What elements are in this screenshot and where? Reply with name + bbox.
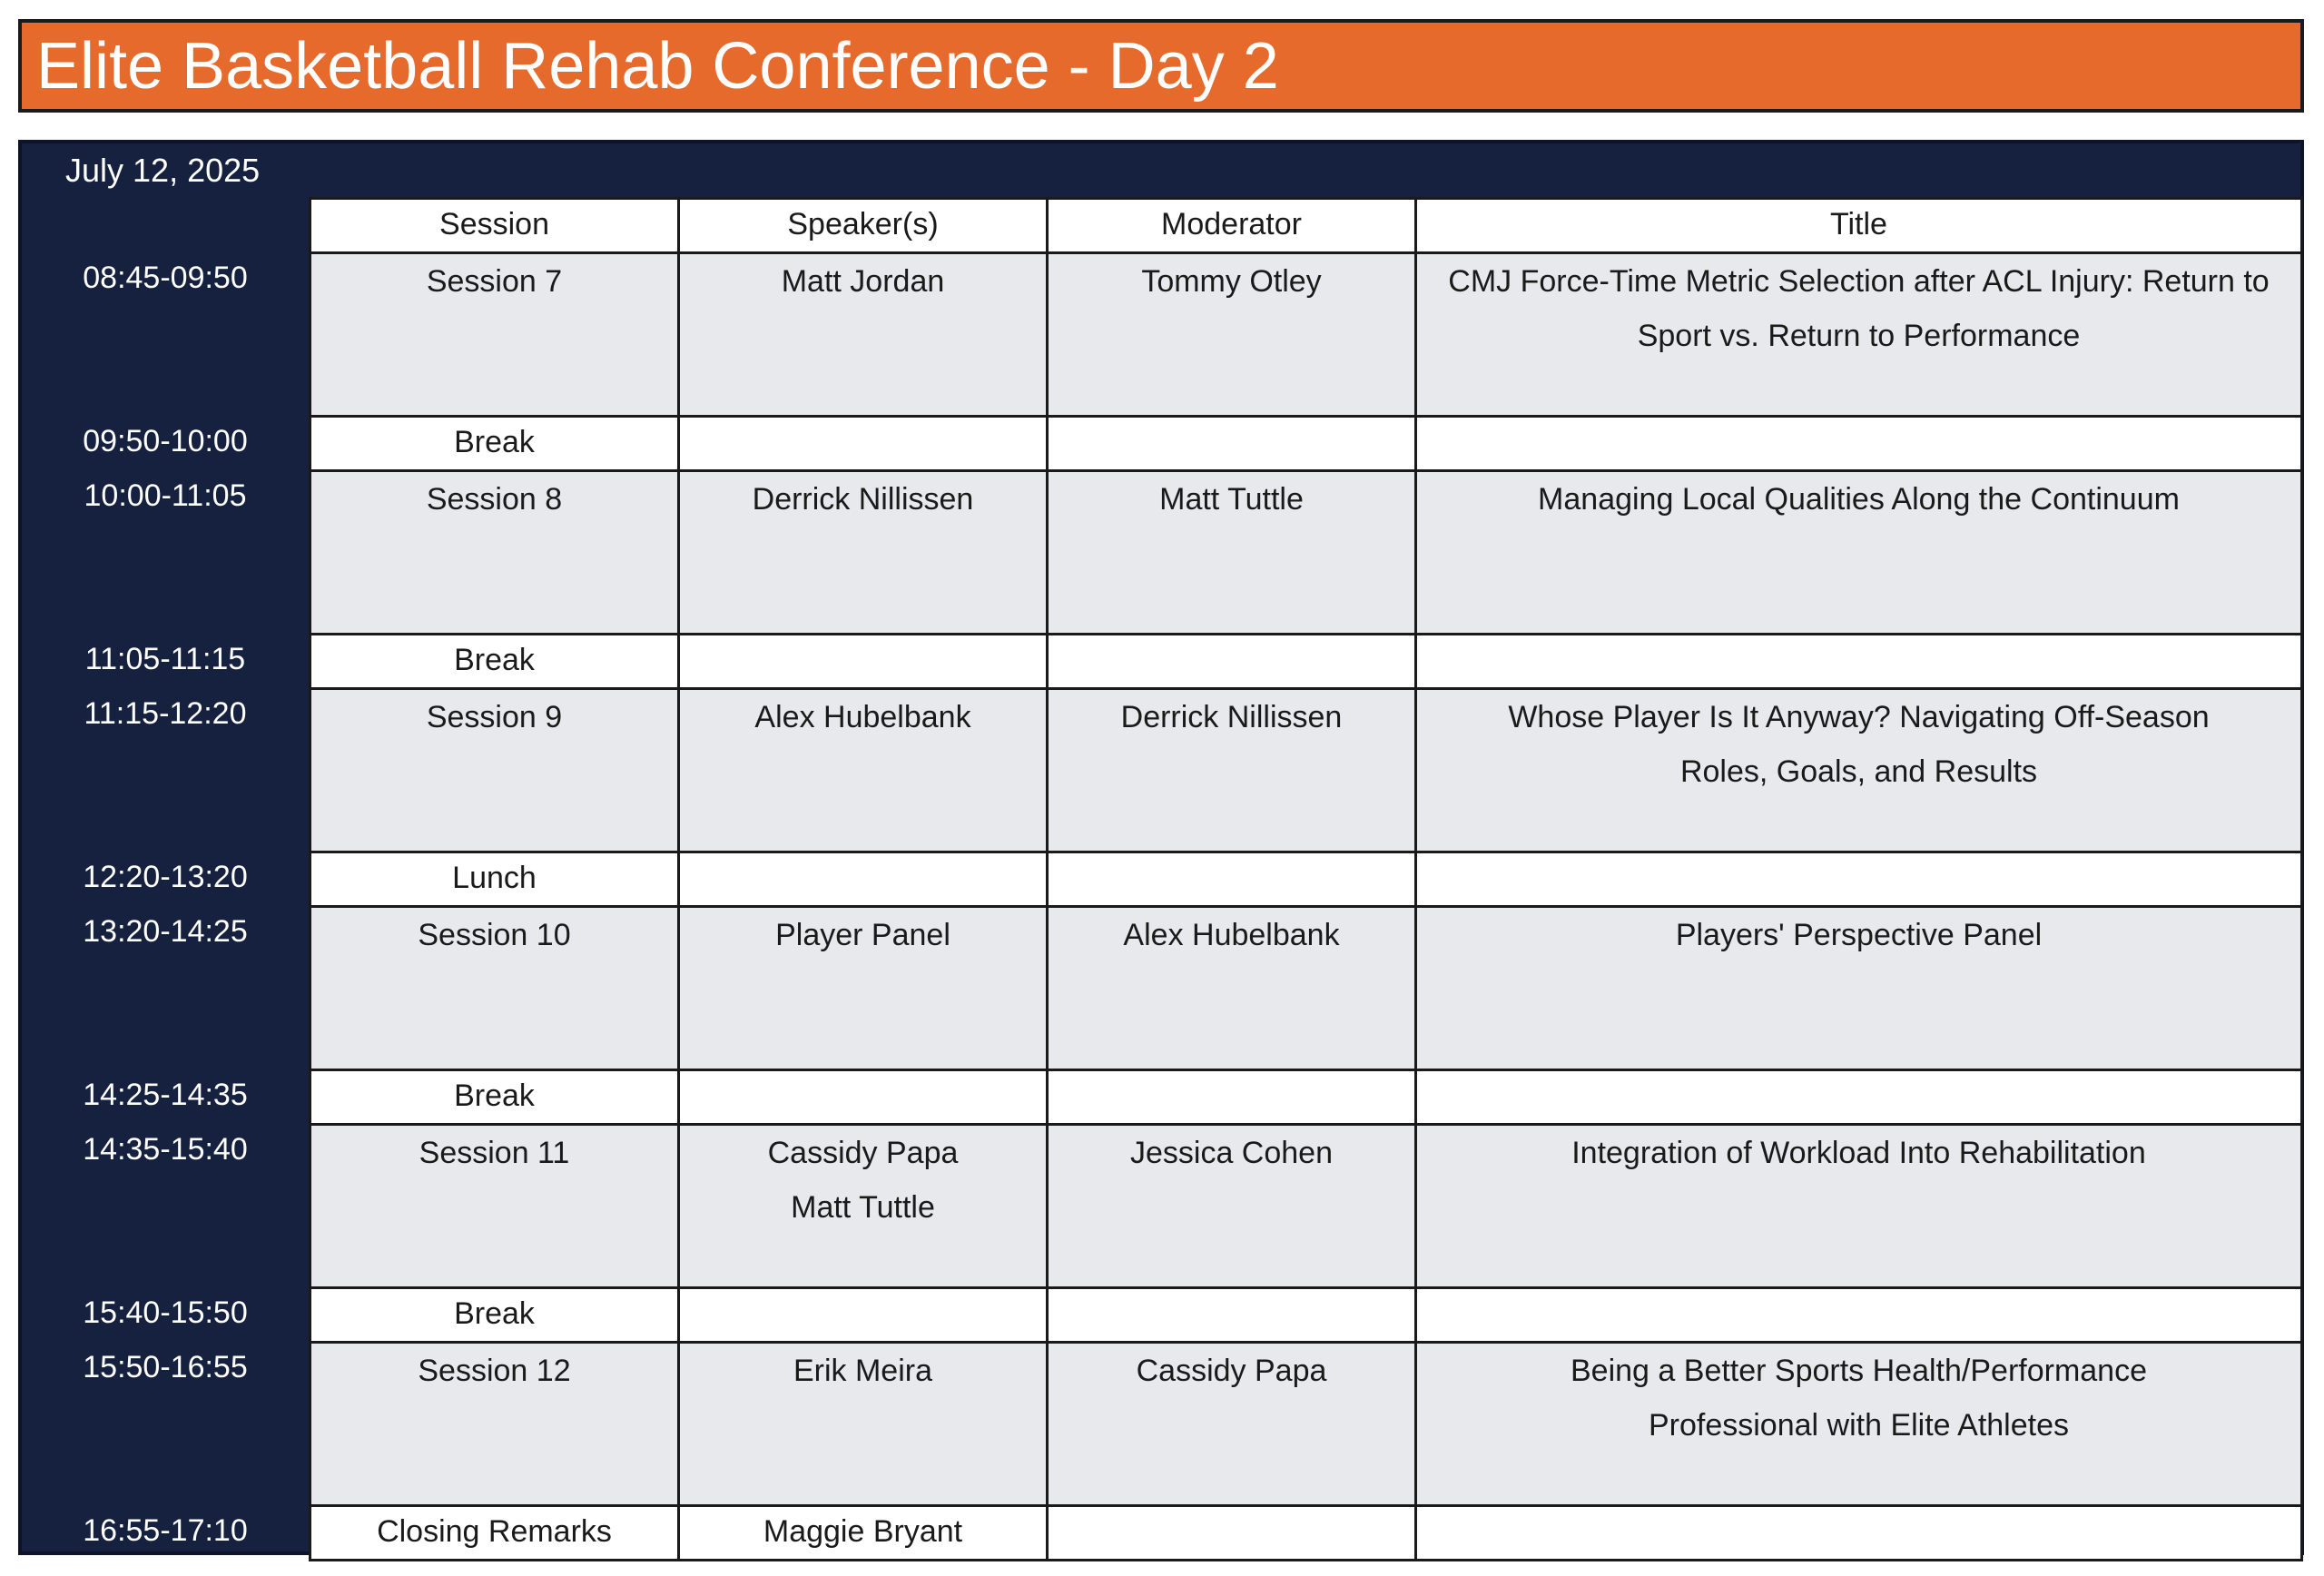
table-row [310,1343,2302,1506]
table-row [310,907,2302,1070]
title-cell [1416,471,2302,635]
session-cell: Break [310,635,679,689]
moderator-cell [1048,417,1416,471]
time-slot: 14:25-14:35 [83,1078,248,1112]
title-cell [1416,689,2302,852]
speakers-cell [679,907,1048,1070]
speakers-cell [679,635,1048,689]
title-line: Players' Perspective Panel [1675,918,2043,952]
title-line: Integration of Workload Into Rehabilitation [1571,1136,2146,1170]
session-cell: Session 7 [310,253,679,417]
time-slot: 08:45-09:50 [83,261,248,295]
session-cell: Break [310,1288,679,1343]
title-line: CMJ Force-Time Metric Selection after ACL Injury: Return to [1448,264,2270,299]
session-cell: Lunch [310,852,679,907]
table-row [310,852,2302,907]
schedule-panel [18,140,2304,1555]
speakers-cell [679,253,1048,417]
table-row [310,253,2302,417]
title-cell [1416,1125,2302,1288]
table-row [310,1506,2302,1561]
time-slot: 12:20-13:20 [83,860,248,894]
title-cell [1416,253,2302,417]
speaker-name: Alex Hubelbank [754,700,971,734]
speakers-cell [679,1343,1048,1506]
time-slot: 15:40-15:50 [83,1295,248,1330]
title-line: Professional with Elite Athletes [1648,1408,2070,1443]
title-cell [1416,417,2302,471]
speakers-cell [679,1288,1048,1343]
title-cell [1416,1343,2302,1506]
speakers-cell [679,471,1048,635]
time-slot: 16:55-17:10 [83,1513,248,1548]
title-line: Being a Better Sports Health/Performance [1571,1354,2147,1388]
speakers-cell [679,1070,1048,1125]
session-cell: Session 10 [310,907,679,1070]
time-slot: 11:15-12:20 [84,696,247,731]
table-row [310,417,2302,471]
column-header-moderator: Moderator [1048,199,1416,253]
schedule-date: July 12, 2025 [65,152,261,189]
speaker-name: Matt Tuttle [791,1190,935,1225]
time-slot: 10:00-11:05 [84,478,247,513]
speaker-name: Derrick Nillissen [752,482,974,517]
table-row [310,689,2302,852]
title-cell [1416,852,2302,907]
speaker-name: Erik Meira [793,1354,933,1388]
time-slot: 14:35-15:40 [83,1132,248,1167]
time-slot: 15:50-16:55 [83,1350,248,1384]
table-row [310,471,2302,635]
moderator-cell [1048,852,1416,907]
table-row [310,635,2302,689]
schedule-table [309,197,2303,1561]
table-row [310,1070,2302,1125]
title-cell [1416,907,2302,1070]
session-cell: Session 8 [310,471,679,635]
speaker-name: Cassidy Papa [767,1136,959,1170]
moderator-cell: Matt Tuttle [1048,471,1416,635]
speakers-cell [679,852,1048,907]
table-header-row [310,199,2302,253]
title-line: Whose Player Is It Anyway? Navigating Off-Season [1508,700,2210,734]
time-slot: 09:50-10:00 [83,424,248,458]
table-row [310,1125,2302,1288]
column-header-session: Session [310,199,679,253]
moderator-cell [1048,1070,1416,1125]
title-line: Sport vs. Return to Performance [1637,319,2081,353]
speaker-name: Maggie Bryant [763,1514,963,1549]
title-cell [1416,1070,2302,1125]
moderator-cell [1048,635,1416,689]
time-slot: 11:05-11:15 [84,642,246,676]
table-row [310,1288,2302,1343]
moderator-cell: Tommy Otley [1048,253,1416,417]
session-cell: Break [310,1070,679,1125]
column-header-title: Title [1416,199,2302,253]
speaker-name: Player Panel [775,918,950,952]
title-line: Roles, Goals, and Results [1679,754,2038,789]
page-title: Elite Basketball Rehab Conference - Day 2 [36,29,1279,103]
title-cell [1416,1506,2302,1561]
speaker-name: Matt Jordan [781,264,945,299]
moderator-cell: Jessica Cohen [1048,1125,1416,1288]
conference-title-bar [18,19,2304,113]
title-line: Managing Local Qualities Along the Continuum [1538,482,2180,517]
speakers-cell [679,1506,1048,1561]
moderator-cell: Alex Hubelbank [1048,907,1416,1070]
speakers-cell [679,417,1048,471]
title-cell [1416,635,2302,689]
session-cell: Session 11 [310,1125,679,1288]
title-cell [1416,1288,2302,1343]
session-cell: Closing Remarks [310,1506,679,1561]
column-header-speakers: Speaker(s) [679,199,1048,253]
session-cell: Session 12 [310,1343,679,1506]
speakers-cell [679,1125,1048,1288]
moderator-cell: Cassidy Papa [1048,1343,1416,1506]
speakers-cell [679,689,1048,852]
moderator-cell [1048,1288,1416,1343]
time-slot: 13:20-14:25 [83,914,248,949]
session-cell: Break [310,417,679,471]
moderator-cell [1048,1506,1416,1561]
moderator-cell: Derrick Nillissen [1048,689,1416,852]
session-cell: Session 9 [310,689,679,852]
